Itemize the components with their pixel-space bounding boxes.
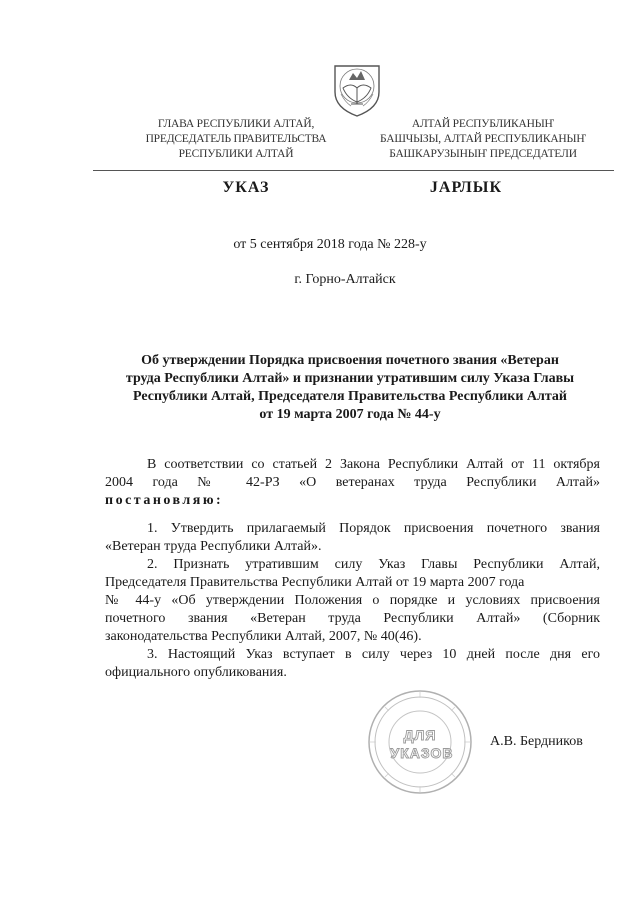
preamble-line: 2004 года № 42-РЗ «О ветеранах труда Республики Алтай»	[105, 475, 600, 490]
document-heading	[100, 352, 600, 424]
heading-line: от 19 марта 2007 года № 44-у	[259, 407, 441, 422]
item-2-line: 2. Признать утратившим силу Указ Главы Республики Алтай,	[147, 557, 600, 572]
item-3-line: 3. Настоящий Указ вступает в силу через 10 дней после дня его	[147, 647, 600, 662]
item-1-line: 1. Утвердить прилагаемый Порядок присвоения почетного звания	[147, 521, 600, 536]
item-2-line: законодательства Республики Алтай, 2007, № 40(46).	[105, 629, 422, 644]
heading-line: Республики Алтай, Председателя Правительства Республики Алтай	[132, 389, 567, 404]
header-right-line: БАШКАРУЗЫНЫҤ ПРЕДСЕДАТЕЛИ	[389, 148, 577, 160]
header-left-block	[118, 117, 354, 162]
item-2-line: Председателя Правительства Республики Алтай от 19 марта 2007 года	[105, 575, 525, 590]
item-2-line: почетного звания «Ветеран труда Республики Алтай» (Сборник	[105, 611, 600, 626]
official-stamp	[366, 688, 474, 796]
signature-name: А.В. Бердников	[490, 734, 583, 749]
preamble	[105, 456, 600, 510]
decree-items	[105, 520, 600, 682]
heading-line: Об утверждении Порядка присвоения почетного звания «Ветеран	[141, 353, 559, 368]
item-1-line: «Ветеран труда Республики Алтай».	[105, 539, 322, 554]
heading-line: труда Республики Алтай» и признании утратившим силу Указа Главы	[125, 371, 575, 386]
stamp-text-bottom: УКАЗОВ	[390, 745, 454, 761]
header-right-line: АЛТАЙ РЕСПУБЛИКАНЫҤ	[411, 118, 555, 130]
item-3-line: официального опубликования.	[105, 665, 287, 680]
header-right-line: БАШЧЫЗЫ, АЛТАЙ РЕСПУБЛИКАНЫҤ	[380, 133, 586, 145]
date-line: от 5 сентября 2018 года № 228-у	[233, 237, 427, 252]
city-line: г. Горно-Алтайск	[294, 272, 396, 287]
coat-of-arms-icon	[331, 58, 383, 118]
doc-type-right: JАРЛЫК	[429, 179, 503, 196]
header-right-block	[364, 117, 602, 162]
header-left-line: ГЛАВА РЕСПУБЛИКИ АЛТАЙ,	[157, 118, 315, 130]
doc-type-left: УКАЗ	[222, 179, 270, 196]
preamble-line: В соответствии со статьей 2 Закона Республики Алтай от 11 октября	[147, 457, 600, 472]
header-left-line: ПРЕДСЕДАТЕЛЬ ПРАВИТЕЛЬСТВА	[145, 133, 327, 145]
stamp-text-top: ДЛЯ	[403, 727, 437, 743]
header-divider	[93, 170, 614, 171]
decree-word: постановляю:	[105, 493, 224, 508]
header-left-line: РЕСПУБЛИКИ АЛТАЙ	[178, 148, 294, 160]
item-2-line: № 44-у «Об утверждении Положения о порядке и условиях присвоения	[105, 593, 600, 608]
